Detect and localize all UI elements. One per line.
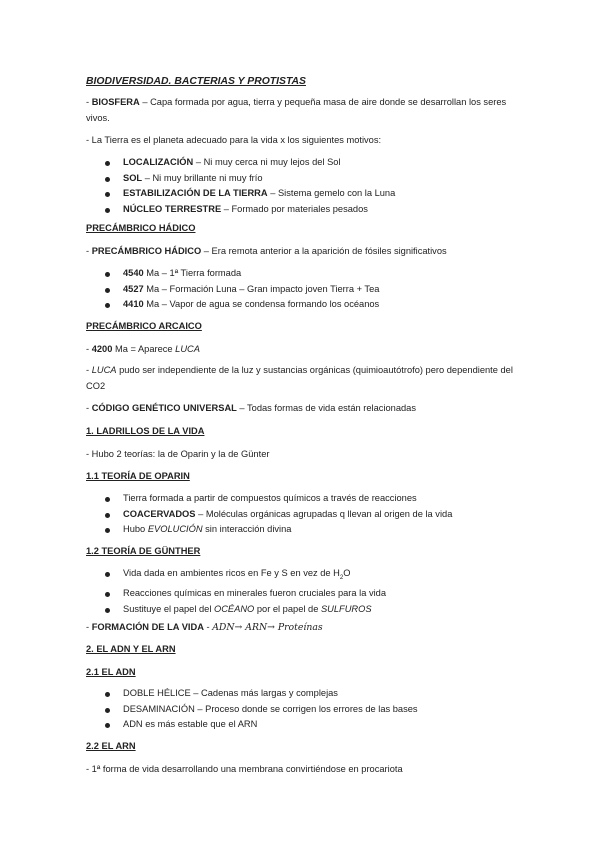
bullet-icon — [105, 708, 110, 713]
list-item: Reacciones químicas en minerales fueron cruciales para la vida — [86, 586, 516, 602]
bullet-icon — [105, 497, 110, 502]
adn-arn-heading: 2. EL ADN Y EL ARN — [86, 644, 176, 654]
bullet-icon — [105, 208, 110, 213]
bullet-icon — [105, 192, 110, 197]
hadico-heading: PRECÁMBRICO HÁDICO — [86, 223, 196, 233]
luca-line: - 4200 Ma = Aparece LUCA — [86, 344, 200, 354]
codigo-line: - CÓDIGO GENÉTICO UNIVERSAL – Todas formas de vida están relacionadas — [86, 403, 417, 413]
list-item: Vida dada en ambientes ricos en Fe y S en vez de $H_2O$ — [86, 566, 516, 586]
bullet-icon — [105, 528, 110, 533]
list-item: DESAMINACIÓN – Proceso donde se corrigen los errores de las bases — [86, 702, 516, 718]
list-item: Sustituye el papel del OCÉANO por el papel de SULFUROS — [86, 602, 516, 618]
arcaico-heading: PRECÁMBRICO ARCAICO — [86, 321, 202, 331]
bullet-icon — [105, 288, 110, 293]
oparin-heading: 1.1 TEORÍA DE OPARIN — [86, 471, 190, 481]
gunther-heading: 1.2 TEORÍA DE GÜNTHER — [86, 546, 201, 556]
list-item: 4527 Ma – Formación Luna – Gran impacto joven Tierra + Tea — [86, 282, 516, 298]
list-item: Tierra formada a partir de compuestos químicos a través de reacciones — [86, 491, 516, 507]
list-item: NÚCLEO TERRESTRE – Formado por materiales pesados — [86, 202, 516, 218]
biosfera-text: – Capa formada por agua, tierra y pequeña masa de aire donde se desarrollan los seres vivos. — [86, 97, 507, 123]
bullet-icon — [105, 592, 110, 597]
ladrillos-heading: 1. LADRILLOS DE LA VIDA — [86, 426, 205, 436]
list-item: SOL – Ni muy brillante ni muy frío — [86, 171, 516, 187]
list-item: ESTABILIZACIÓN DE LA TIERRA – Sistema gemelo con la Luna — [86, 186, 516, 202]
bullet-icon — [105, 692, 110, 697]
hadico-paragraph: - PRECÁMBRICO HÁDICO – Era remota anterior a la aparición de fósiles significativos — [86, 246, 447, 256]
bullet-icon — [105, 513, 110, 518]
hadico-list — [86, 266, 516, 313]
ladrillos-text: - Hubo 2 teorías: la de Oparin y la de Günter — [86, 449, 270, 459]
tierra-intro: - La Tierra es el planeta adecuado para la vida x los siguientes motivos: — [86, 135, 382, 145]
bullet-icon — [105, 161, 110, 166]
arn-heading: 2.2 EL ARN — [86, 741, 136, 751]
arn-text: - 1ª forma de vida desarrollando una membrana convirtiéndose en procariota — [86, 764, 403, 774]
luca-description: - LUCA pudo ser independiente de la luz y sustancias orgánicas (quimioautótrofo) pero dependiente del CO2 — [86, 365, 513, 391]
formacion-formula: ADN→ ARN→ Proteínas — [212, 622, 323, 633]
bullet-icon — [105, 303, 110, 308]
document-title: BIODIVERSIDAD. BACTERIAS Y PROTISTAS — [86, 76, 306, 87]
list-item: Hubo EVOLUCIÓN sin interacción divina — [86, 522, 516, 538]
biosfera-term: BIOSFERA — [91, 97, 140, 107]
list-item: LOCALIZACIÓN – Ni muy cerca ni muy lejos del Sol — [86, 155, 516, 171]
list-item: 4410 Ma – Vapor de agua se condensa formando los océanos — [86, 297, 516, 313]
list-item: 4540 Ma – 1ª Tierra formada — [86, 266, 516, 282]
oparin-list — [86, 491, 516, 538]
bullet-icon — [105, 723, 110, 728]
list-item: ADN es más estable que el ARN — [86, 717, 516, 733]
adn-list — [86, 686, 516, 733]
gunther-list — [86, 566, 516, 617]
biosfera-paragraph: - BIOSFERA – Capa formada por agua, tierra y pequeña masa de aire donde se desarrollan los seres vivos. — [86, 97, 507, 123]
bullet-icon — [105, 272, 110, 277]
list-item: DOBLE HÉLICE – Cadenas más largas y complejas — [86, 686, 516, 702]
bullet-icon — [105, 608, 110, 613]
motivos-list — [86, 155, 516, 217]
formacion-line: - FORMACIÓN DE LA VIDA - ADN→ ARN→ Proteínas — [86, 622, 323, 633]
adn-heading: 2.1 EL ADN — [86, 667, 136, 677]
list-item: COACERVADOS – Moléculas orgánicas agrupadas q llevan al origen de la vida — [86, 507, 516, 523]
bullet-icon — [105, 177, 110, 182]
bullet-icon — [105, 572, 110, 577]
